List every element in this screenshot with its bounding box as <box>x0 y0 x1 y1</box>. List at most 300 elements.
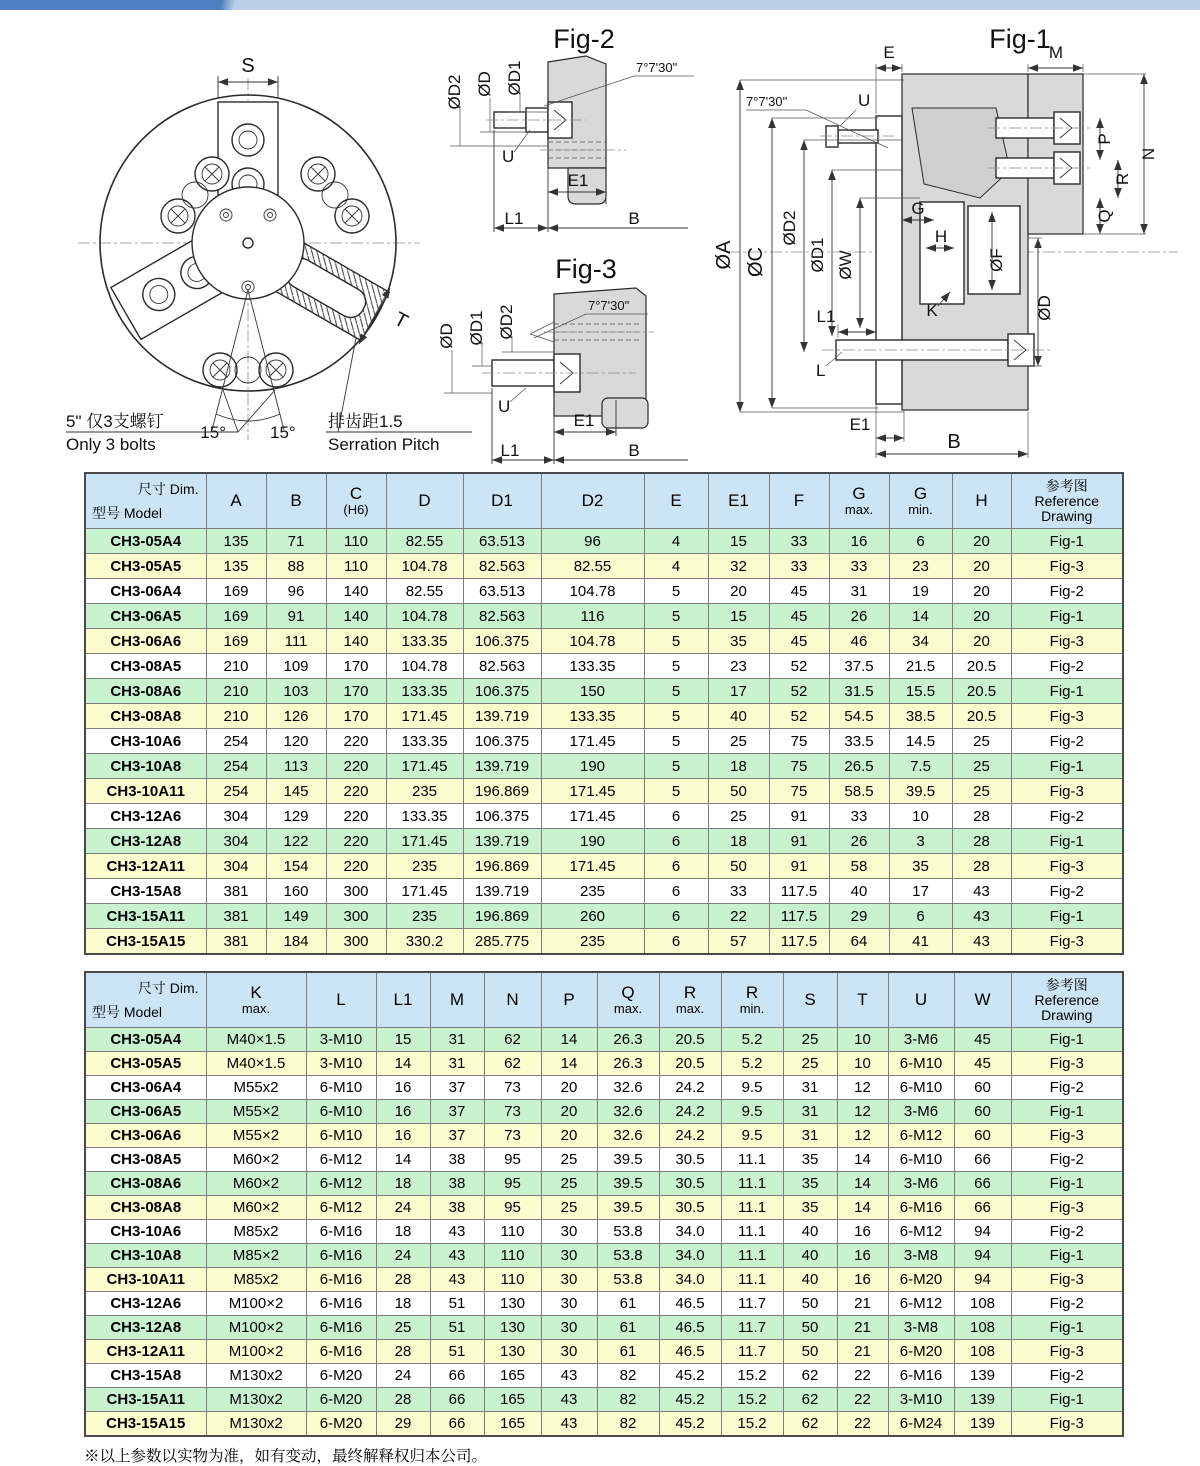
value-cell: 21.5 <box>889 654 952 679</box>
value-cell: 82.55 <box>541 554 644 579</box>
value-cell: M100×2 <box>206 1340 306 1364</box>
value-cell: 6 <box>644 904 708 929</box>
value-cell: 60 <box>954 1076 1011 1100</box>
value-cell: M40×1.5 <box>206 1028 306 1052</box>
table-row <box>85 779 1123 804</box>
value-cell: 6 <box>644 879 708 904</box>
value-cell: 130 <box>484 1340 541 1364</box>
model-cell: CH3-06A5 <box>85 604 206 629</box>
footnote: ※以上参数以实物为准，如有变动，最终解释权归本公司。 <box>84 1448 488 1465</box>
value-cell: 25 <box>952 779 1011 804</box>
value-cell: 24 <box>376 1364 430 1388</box>
value-cell: 104.78 <box>386 554 463 579</box>
value-cell: 53.8 <box>597 1220 659 1244</box>
corner-model-label: 型号 Model <box>92 505 163 521</box>
value-cell: 24.2 <box>659 1100 721 1124</box>
value-cell: 95 <box>484 1148 541 1172</box>
value-cell: 43 <box>430 1244 484 1268</box>
value-cell: 6-M20 <box>888 1268 954 1292</box>
value-cell: 6-M16 <box>888 1196 954 1220</box>
value-cell: 31 <box>783 1100 837 1124</box>
value-cell: 120 <box>266 729 326 754</box>
value-cell: 171.45 <box>541 779 644 804</box>
table-gap <box>84 955 1122 971</box>
value-cell: 110 <box>326 529 386 554</box>
column-header: 参考图 Reference Drawing <box>1011 972 1123 1028</box>
value-cell: 3-M10 <box>888 1388 954 1412</box>
fig1-label-e1: E1 <box>849 415 871 434</box>
value-cell: M85x2 <box>206 1220 306 1244</box>
dimension-table-1 <box>84 472 1124 955</box>
reference-cell: Fig-3 <box>1011 779 1123 804</box>
value-cell: 3-M6 <box>888 1100 954 1124</box>
table-row <box>85 1124 1123 1148</box>
value-cell: 24 <box>376 1244 430 1268</box>
value-cell: 3 <box>889 829 952 854</box>
value-cell: 28 <box>376 1268 430 1292</box>
column-header: G min. <box>889 473 952 529</box>
value-cell: 32.6 <box>597 1124 659 1148</box>
model-cell: CH3-15A11 <box>85 1388 206 1412</box>
value-cell: 20.5 <box>659 1052 721 1076</box>
reference-cell: Fig-3 <box>1011 1124 1123 1148</box>
value-cell: 62 <box>484 1052 541 1076</box>
fig1-label-w: ØW <box>836 250 855 280</box>
fig3-label-e1: E1 <box>573 411 595 430</box>
value-cell: 28 <box>952 829 1011 854</box>
value-cell: 3-M10 <box>306 1052 376 1076</box>
column-header: N <box>484 972 541 1028</box>
column-header: C (H6) <box>326 473 386 529</box>
value-cell: 66 <box>430 1412 484 1437</box>
value-cell: 28 <box>376 1340 430 1364</box>
value-cell: 171.45 <box>386 879 463 904</box>
value-cell: 12 <box>837 1124 888 1148</box>
value-cell: 66 <box>954 1196 1011 1220</box>
value-cell: M60×2 <box>206 1148 306 1172</box>
value-cell: 75 <box>769 729 829 754</box>
value-cell: 22 <box>837 1364 888 1388</box>
value-cell: 33 <box>708 879 769 904</box>
value-cell: 50 <box>708 779 769 804</box>
value-cell: 88 <box>266 554 326 579</box>
model-cell: CH3-15A11 <box>85 904 206 929</box>
column-header: D <box>386 473 463 529</box>
value-cell: 26.3 <box>597 1028 659 1052</box>
value-cell: 57 <box>708 929 769 955</box>
value-cell: 171.45 <box>541 804 644 829</box>
value-cell: 381 <box>206 929 266 955</box>
value-cell: 304 <box>206 854 266 879</box>
fig2-u-leader <box>514 130 530 152</box>
reference-cell: Fig-1 <box>1011 1028 1123 1052</box>
value-cell: M100×2 <box>206 1292 306 1316</box>
table-row <box>85 729 1123 754</box>
value-cell: 39.5 <box>597 1196 659 1220</box>
model-cell: CH3-08A8 <box>85 1196 206 1220</box>
value-cell: 6-M12 <box>888 1292 954 1316</box>
angle-label-right: 15° <box>270 423 296 442</box>
model-cell: CH3-12A8 <box>85 1316 206 1340</box>
value-cell: 330.2 <box>386 929 463 955</box>
fig3-label-angle: 7°7'30" <box>588 298 630 313</box>
value-cell: 58 <box>829 854 889 879</box>
fig1-label-l1: L1 <box>816 307 836 326</box>
reference-cell: Fig-1 <box>1011 1172 1123 1196</box>
value-cell: 96 <box>266 579 326 604</box>
table-row <box>85 829 1123 854</box>
table2-header-row <box>85 972 1123 1028</box>
value-cell: 30.5 <box>659 1196 721 1220</box>
value-cell: 66 <box>954 1172 1011 1196</box>
value-cell: 3-M8 <box>888 1316 954 1340</box>
value-cell: 169 <box>206 579 266 604</box>
value-cell: 22 <box>837 1412 888 1437</box>
value-cell: 51 <box>430 1340 484 1364</box>
value-cell: 17 <box>889 879 952 904</box>
value-cell: 38 <box>430 1196 484 1220</box>
value-cell: 20 <box>952 629 1011 654</box>
value-cell: 109 <box>266 654 326 679</box>
value-cell: 6 <box>644 804 708 829</box>
value-cell: 15.5 <box>889 679 952 704</box>
table-row <box>85 679 1123 704</box>
value-cell: 14 <box>376 1052 430 1076</box>
value-cell: 82 <box>597 1364 659 1388</box>
value-cell: 6-M20 <box>306 1364 376 1388</box>
table-row <box>85 604 1123 629</box>
value-cell: 12 <box>837 1100 888 1124</box>
value-cell: M100×2 <box>206 1316 306 1340</box>
value-cell: 106.375 <box>463 804 541 829</box>
value-cell: 11.7 <box>721 1292 783 1316</box>
value-cell: M85×2 <box>206 1244 306 1268</box>
value-cell: 254 <box>206 779 266 804</box>
value-cell: 20.5 <box>952 704 1011 729</box>
corner-model-label: 型号 Model <box>92 1004 163 1020</box>
value-cell: 5.2 <box>721 1028 783 1052</box>
value-cell: 122 <box>266 829 326 854</box>
column-header: E1 <box>708 473 769 529</box>
value-cell: 19 <box>889 579 952 604</box>
value-cell: 25 <box>541 1172 597 1196</box>
value-cell: 165 <box>484 1364 541 1388</box>
value-cell: 6-M16 <box>306 1220 376 1244</box>
value-cell: 32.6 <box>597 1076 659 1100</box>
value-cell: 171.45 <box>386 829 463 854</box>
reference-cell: Fig-3 <box>1011 1196 1123 1220</box>
fig2-label-e1: E1 <box>567 171 589 190</box>
value-cell: 43 <box>541 1388 597 1412</box>
table2-corner-header <box>85 972 206 1028</box>
value-cell: 82 <box>597 1412 659 1437</box>
table-row <box>85 1220 1123 1244</box>
value-cell: 54.5 <box>829 704 889 729</box>
value-cell: 40 <box>783 1268 837 1292</box>
top-accent-bar <box>0 0 1200 10</box>
fig1-label-g: G <box>911 199 925 218</box>
value-cell: 16 <box>829 529 889 554</box>
value-cell: M55×2 <box>206 1124 306 1148</box>
value-cell: 73 <box>484 1124 541 1148</box>
reference-cell: Fig-1 <box>1011 529 1123 554</box>
value-cell: 139.719 <box>463 754 541 779</box>
column-header: S <box>783 972 837 1028</box>
model-cell: CH3-15A8 <box>85 879 206 904</box>
reference-cell: Fig-3 <box>1011 1340 1123 1364</box>
table-row <box>85 1028 1123 1052</box>
value-cell: 235 <box>386 904 463 929</box>
value-cell: 6 <box>889 529 952 554</box>
bolt-cluster-upper-right <box>301 157 369 233</box>
column-header: T <box>837 972 888 1028</box>
reference-cell: Fig-2 <box>1011 804 1123 829</box>
value-cell: 30 <box>541 1316 597 1340</box>
value-cell: 117.5 <box>769 879 829 904</box>
reference-cell: Fig-1 <box>1011 829 1123 854</box>
value-cell: 45 <box>954 1028 1011 1052</box>
model-cell: CH3-12A11 <box>85 854 206 879</box>
value-cell: 39.5 <box>597 1172 659 1196</box>
value-cell: 139 <box>954 1364 1011 1388</box>
value-cell: 91 <box>769 854 829 879</box>
value-cell: 46 <box>829 629 889 654</box>
value-cell: 21 <box>837 1340 888 1364</box>
model-cell: CH3-15A8 <box>85 1364 206 1388</box>
value-cell: 22 <box>837 1388 888 1412</box>
value-cell: 235 <box>541 879 644 904</box>
value-cell: 62 <box>484 1028 541 1052</box>
value-cell: 45.2 <box>659 1412 721 1437</box>
value-cell: 22 <box>708 904 769 929</box>
reference-cell: Fig-2 <box>1011 654 1123 679</box>
table-row <box>85 1100 1123 1124</box>
value-cell: 16 <box>837 1220 888 1244</box>
value-cell: 46.5 <box>659 1316 721 1340</box>
value-cell: 51 <box>430 1292 484 1316</box>
value-cell: 18 <box>376 1220 430 1244</box>
value-cell: 184 <box>266 929 326 955</box>
fig3-drawing <box>436 248 706 472</box>
model-cell: CH3-08A6 <box>85 1172 206 1196</box>
value-cell: 6-M16 <box>306 1268 376 1292</box>
value-cell: 35 <box>708 629 769 654</box>
value-cell: 50 <box>783 1316 837 1340</box>
value-cell: 15 <box>708 604 769 629</box>
value-cell: 260 <box>541 904 644 929</box>
fig1-label-f: ØF <box>987 248 1006 272</box>
fig1-label-a: ØA <box>713 240 735 270</box>
value-cell: 14 <box>837 1148 888 1172</box>
table-row <box>85 1196 1123 1220</box>
value-cell: 16 <box>376 1124 430 1148</box>
value-cell: 38.5 <box>889 704 952 729</box>
reference-cell: Fig-1 <box>1011 1388 1123 1412</box>
reference-cell: Fig-3 <box>1011 704 1123 729</box>
value-cell: 6-M10 <box>888 1052 954 1076</box>
value-cell: 6-M12 <box>306 1196 376 1220</box>
value-cell: 30 <box>541 1292 597 1316</box>
value-cell: 52 <box>769 679 829 704</box>
value-cell: 6-M20 <box>306 1412 376 1437</box>
value-cell: 82.55 <box>386 529 463 554</box>
value-cell: 104.78 <box>386 654 463 679</box>
reference-cell: Fig-3 <box>1011 1268 1123 1292</box>
table-row <box>85 579 1123 604</box>
fig1-label-e: E <box>883 43 895 62</box>
value-cell: M60×2 <box>206 1196 306 1220</box>
center-hub <box>192 187 304 299</box>
value-cell: 6-M20 <box>888 1340 954 1364</box>
value-cell: 10 <box>837 1052 888 1076</box>
column-header: B <box>266 473 326 529</box>
value-cell: 170 <box>326 654 386 679</box>
value-cell: 33 <box>769 554 829 579</box>
value-cell: 140 <box>326 629 386 654</box>
model-cell: CH3-10A11 <box>85 779 206 804</box>
value-cell: 6-M16 <box>306 1244 376 1268</box>
value-cell: 133.35 <box>541 654 644 679</box>
value-cell: 6-M10 <box>306 1124 376 1148</box>
value-cell: 52 <box>769 654 829 679</box>
table-row <box>85 1052 1123 1076</box>
value-cell: 43 <box>430 1220 484 1244</box>
value-cell: 20.5 <box>952 654 1011 679</box>
value-cell: 40 <box>783 1244 837 1268</box>
value-cell: 26.3 <box>597 1052 659 1076</box>
value-cell: 11.1 <box>721 1268 783 1292</box>
value-cell: 20 <box>952 604 1011 629</box>
value-cell: 220 <box>326 804 386 829</box>
column-header: F <box>769 473 829 529</box>
value-cell: 5 <box>644 779 708 804</box>
fig1-label-b: B <box>947 431 961 453</box>
value-cell: 14 <box>541 1028 597 1052</box>
value-cell: 3-M6 <box>888 1028 954 1052</box>
model-cell: CH3-05A5 <box>85 1052 206 1076</box>
value-cell: M40×1.5 <box>206 1052 306 1076</box>
value-cell: 5 <box>644 579 708 604</box>
fig3-label-l1: L1 <box>500 441 520 460</box>
value-cell: 26.5 <box>829 754 889 779</box>
value-cell: 43 <box>952 929 1011 955</box>
value-cell: 110 <box>484 1244 541 1268</box>
value-cell: 63.513 <box>463 579 541 604</box>
value-cell: 6 <box>889 904 952 929</box>
value-cell: 3-M6 <box>888 1172 954 1196</box>
value-cell: 196.869 <box>463 854 541 879</box>
value-cell: 106.375 <box>463 629 541 654</box>
value-cell: 4 <box>644 529 708 554</box>
value-cell: 25 <box>376 1316 430 1340</box>
table-row <box>85 1412 1123 1437</box>
value-cell: 20 <box>541 1124 597 1148</box>
value-cell: 91 <box>769 804 829 829</box>
value-cell: 20 <box>952 579 1011 604</box>
value-cell: 14.5 <box>889 729 952 754</box>
column-header: Q max. <box>597 972 659 1028</box>
reference-cell: Fig-2 <box>1011 1148 1123 1172</box>
value-cell: 73 <box>484 1076 541 1100</box>
value-cell: 3-M8 <box>888 1244 954 1268</box>
value-cell: 29 <box>376 1412 430 1437</box>
value-cell: 3-M10 <box>306 1028 376 1052</box>
value-cell: 196.869 <box>463 779 541 804</box>
model-cell: CH3-08A6 <box>85 679 206 704</box>
column-header: L1 <box>376 972 430 1028</box>
table1-header-row <box>85 473 1123 529</box>
reference-cell: Fig-2 <box>1011 879 1123 904</box>
column-header: R min. <box>721 972 783 1028</box>
value-cell: 170 <box>326 679 386 704</box>
value-cell: 165 <box>484 1388 541 1412</box>
fig2-label-d: ØD <box>475 71 494 97</box>
value-cell: 34.0 <box>659 1220 721 1244</box>
value-cell: 113 <box>266 754 326 779</box>
value-cell: 9.5 <box>721 1124 783 1148</box>
fig2-label-d1: ØD1 <box>505 60 524 96</box>
value-cell: 5 <box>644 654 708 679</box>
value-cell: 140 <box>326 604 386 629</box>
value-cell: M85x2 <box>206 1268 306 1292</box>
table-row <box>85 529 1123 554</box>
value-cell: 210 <box>206 679 266 704</box>
value-cell: 104.78 <box>541 579 644 604</box>
value-cell: 190 <box>541 754 644 779</box>
value-cell: 31 <box>829 579 889 604</box>
value-cell: 51 <box>430 1316 484 1340</box>
value-cell: 5.2 <box>721 1052 783 1076</box>
table-row <box>85 754 1123 779</box>
table-row <box>85 879 1123 904</box>
value-cell: 38 <box>430 1172 484 1196</box>
fig1-label-r: R <box>1113 172 1132 186</box>
value-cell: 220 <box>326 729 386 754</box>
column-header: D1 <box>463 473 541 529</box>
value-cell: 35 <box>783 1148 837 1172</box>
table-row <box>85 1268 1123 1292</box>
table-row <box>85 1172 1123 1196</box>
value-cell: 106.375 <box>463 729 541 754</box>
serration-note-en: Serration Pitch <box>328 435 440 454</box>
column-header: E <box>644 473 708 529</box>
value-cell: 25 <box>541 1148 597 1172</box>
value-cell: 95 <box>484 1196 541 1220</box>
value-cell: 110 <box>484 1268 541 1292</box>
fig1-label-c: ØC <box>745 247 767 277</box>
model-cell: CH3-08A8 <box>85 704 206 729</box>
value-cell: 6-M12 <box>306 1148 376 1172</box>
value-cell: 381 <box>206 904 266 929</box>
value-cell: 32 <box>708 554 769 579</box>
reference-cell: Fig-2 <box>1011 579 1123 604</box>
value-cell: 110 <box>484 1220 541 1244</box>
value-cell: 45.2 <box>659 1388 721 1412</box>
value-cell: 37 <box>430 1124 484 1148</box>
value-cell: M55x2 <box>206 1076 306 1100</box>
fig3-u-leader <box>510 388 526 402</box>
value-cell: 6-M16 <box>888 1364 954 1388</box>
value-cell: 108 <box>954 1340 1011 1364</box>
fig1-label-p: P <box>1095 133 1114 145</box>
reference-cell: Fig-2 <box>1011 1076 1123 1100</box>
value-cell: 104.78 <box>541 629 644 654</box>
value-cell: 75 <box>769 779 829 804</box>
value-cell: 10 <box>837 1028 888 1052</box>
column-header: A <box>206 473 266 529</box>
value-cell: 25 <box>952 729 1011 754</box>
value-cell: 11.1 <box>721 1244 783 1268</box>
